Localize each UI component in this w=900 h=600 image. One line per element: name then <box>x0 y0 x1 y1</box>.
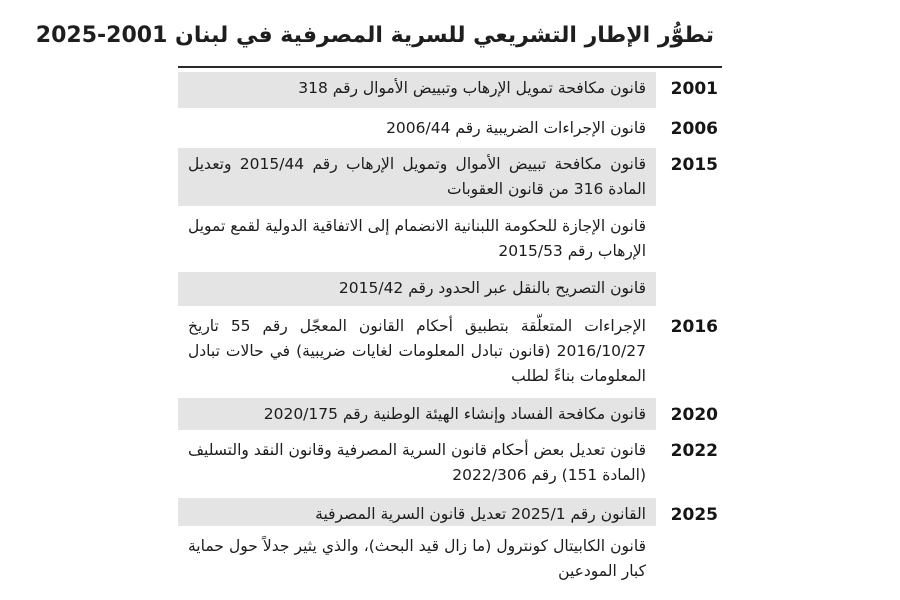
row-text: قانون تعديل بعض أحكام قانون السرية المصرفية وقانون النقد والتسليف (المادة 151) رقم 2022/306 <box>178 434 656 494</box>
table-row-2015 <box>178 148 722 206</box>
row-year: 2025 <box>670 505 718 525</box>
row-year: 2022 <box>670 441 718 461</box>
row-year: 2020 <box>670 405 718 425</box>
table-row-2006 <box>178 112 722 144</box>
row-year: 2001 <box>670 79 718 99</box>
panel-title: تطوُّر الإطار التشريعي للسرية المصرفية في لبنان 2001-2025 <box>35 22 714 48</box>
row-text: قانون مكافحة الفساد وإنشاء الهيئة الوطنية رقم 2020/175 <box>178 398 656 430</box>
row-year: 2015 <box>670 155 718 175</box>
row-year: 2006 <box>670 119 718 139</box>
title-bar <box>35 6 722 64</box>
row-year <box>656 272 722 306</box>
table-row-2025 <box>178 498 722 526</box>
table-row-2015-b <box>178 210 722 268</box>
row-text: قانون التصريح بالنقل عبر الحدود رقم 2015/42 <box>178 272 656 306</box>
table-row-2016 <box>178 310 722 394</box>
row-text: قانون مكافحة تمويل الإرهاب وتبييض الأموال رقم 318 <box>178 72 656 108</box>
row-year <box>656 530 722 592</box>
row-text: قانون الإجراءات الضريبية رقم 2006/44 <box>178 112 656 144</box>
row-text: قانون مكافحة تبييض الأموال وتمويل الإرهاب رقم 2015/44 وتعديل المادة 316 من قانون العقوبات <box>178 148 656 206</box>
title-divider <box>178 66 722 68</box>
row-text: قانون الكابيتال كونترول (ما زال قيد البحث)، والذي يثير جدلاً حول حماية كبار المودعين <box>178 530 656 592</box>
row-text: قانون الإجازة للحكومة اللبنانية الانضمام إلى الاتفاقية الدولية لقمع تمويل الإرهاب رقم 2015/53 <box>178 210 656 268</box>
table-row-2015-c <box>178 272 722 306</box>
legislation-panel <box>35 6 722 596</box>
table-row-2025-b <box>178 530 722 592</box>
row-year: 2016 <box>670 317 718 337</box>
table-row-2022 <box>178 434 722 494</box>
row-text: الإجراءات المتعلّقة بتطبيق أحكام القانون المعجّل رقم 55 تاريخ 2016/10/27 (قانون تبادل المعلومات لغايات ضريبية) في حالات تبادل المعلومات بناءً لطلب <box>178 310 656 394</box>
table-row-2001 <box>178 72 722 108</box>
row-year <box>656 210 722 268</box>
table-row-2020 <box>178 398 722 430</box>
row-text: القانون رقم 2025/1 تعديل قانون السرية المصرفية <box>178 498 656 526</box>
